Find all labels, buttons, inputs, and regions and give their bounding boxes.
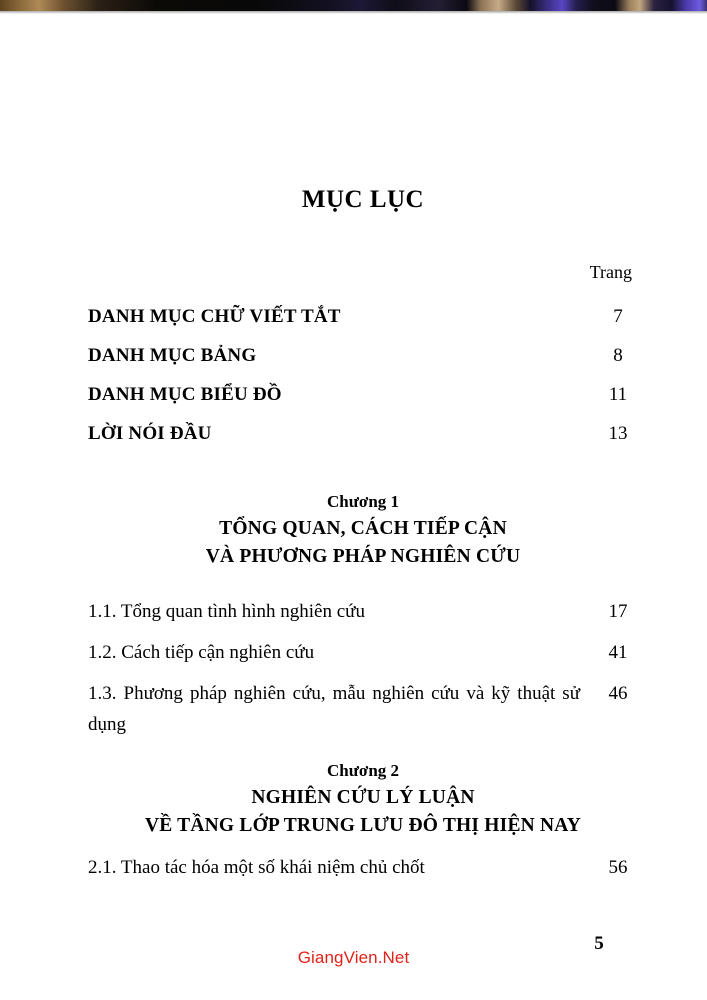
toc-entry-title: DANH MỤC CHỮ VIẾT TẮT [88,306,341,327]
chapter-number: Chương 2 [326,761,400,780]
toc-entry-title: 2.1. Thao tác hóa một số khái niệm chủ chốt [88,857,425,878]
toc-entry-page-number: 11 [608,384,628,405]
toc-entry-front-matter[interactable] [88,423,638,462]
toc-entry-title: DANH MỤC BIỂU ĐỒ [88,384,282,405]
toc-entry-section[interactable] [88,637,638,668]
folio-page-number: 5 [594,933,604,954]
toc-entry-title: 1.3. Phương pháp nghiên cứu, mẫu nghiên cứu và kỹ thuật sử dụng [88,683,580,735]
watermark: GiangVien.Net [297,948,410,967]
toc-entry-title: 1.1. Tổng quan tình hình nghiên cứu [88,601,365,622]
chapter-title-line-2: VÀ PHƯƠNG PHÁP NGHIÊN CỨU [205,546,521,567]
chapter-title-line-2: VỀ TẦNG LỚP TRUNG LƯU ĐÔ THỊ HIỆN NAY [144,815,582,836]
page-title: MỤC LỤC [301,186,425,213]
toc-entry-section[interactable] [88,596,638,627]
toc-entry-page-number: 56 [608,857,628,878]
toc-entry-front-matter[interactable] [88,384,638,423]
toc-entry-title: LỜI NÓI ĐẦU [88,423,212,444]
front-matter-list [88,306,638,462]
toc-entry-title: 1.2. Cách tiếp cận nghiên cứu [88,642,315,663]
toc-entry-page-number: 17 [608,601,628,622]
toc-entry-section[interactable] [88,852,638,883]
toc-entry-title: DANH MỤC BẢNG [88,345,257,366]
toc-entry-page-number: 13 [608,423,628,444]
toc-entry-front-matter[interactable] [88,345,638,384]
toc-entry-page-number: 41 [608,642,628,663]
toc-entry-section[interactable] [88,678,638,740]
toc-entry-page-number: 8 [613,345,623,366]
toc-entry-front-matter[interactable] [88,306,638,345]
chapter-2-heading [88,758,638,840]
chapter-title-line-1: NGHIÊN CỨU LÝ LUẬN [251,787,475,808]
toc-entry-page-number: 46 [608,683,628,704]
chapter-number: Chương 1 [326,492,400,511]
toc-entry-page-number: 7 [613,306,623,327]
chapter-1-heading [88,489,638,571]
chapter-title-line-1: TỔNG QUAN, CÁCH TIẾP CẬN [219,518,507,539]
page-column-header: Trang [589,262,632,282]
